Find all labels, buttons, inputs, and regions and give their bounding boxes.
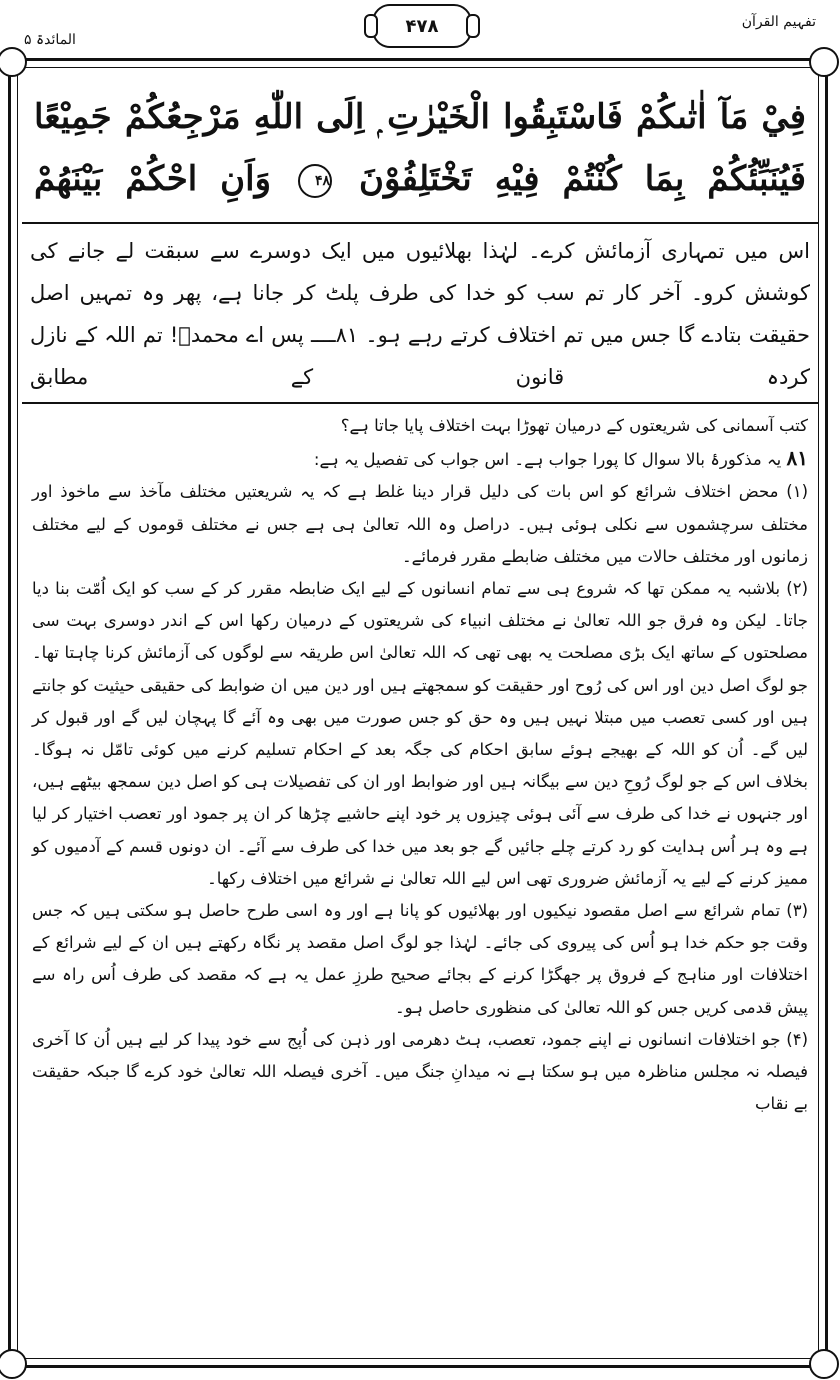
page-number-badge [372, 4, 472, 48]
translation: اس میں تمہاری آزمائش کرے۔ لہٰذا بھلائیوں میں ایک دوسرے سے سبقت لے جانے کی کوشش کرو۔ آخر کار تم سب کو خدا کی طرف پلٹ کر جانا ہے، پھر وہ تمہیں اصل حقیقت بتادے گا جس میں تم اختلاف کرتے رہے ہو۔ ۸۱ــــ پس اے محمدؐ! تم اللہ کے نازل کردہ قانون کے مطابق [30, 239, 810, 389]
verse-text: فِيْ مَآ اٰتٰىكُمْ فَاسْتَبِقُوا الْخَيْرٰتِ ۭ اِلَى اللّٰهِ مَرْجِعُكُمْ جَمِيْعًا فَيُنَبِّئُكُمْ بِمَا كُنْتُمْ فِيْهِ تَخْتَلِفُوْنَ [34, 97, 806, 199]
verse-number-marker: ۴۸ [298, 164, 332, 198]
book-title: تفہیم القرآن [741, 14, 816, 30]
page-content [22, 62, 818, 1362]
footnote-paragraph: (۳) تمام شرائع سے اصل مقصود نیکیوں اور بھلائیوں کو پانا ہے اور وہ اسی طرح حاصل ہو سکتی ہیں کہ جس وقت جو حکم خدا ہو اُس کی پیروی کی جائے۔ لہٰذا جو لوگ اصل مقصد پر نگاہ رکھتے ہیں ان کے لیے شرائع کے اختلافات اور مناہج کے فروق پر جھگڑا کرنے کے بجائے صحیح طرزِ عمل یہ ہے کہ مقصد کی طرف اُس راہ سے پیش قدمی کریں جس کو اللہ تعالیٰ کی منظوری حاصل ہو۔ [32, 901, 808, 1017]
surah-name: المائدۃ ۵ [24, 32, 76, 48]
page-header [0, 0, 840, 58]
verse-continuation: وَاَنِ احْكُمْ بَيْنَهُمْ [34, 159, 272, 199]
quran-verse [22, 62, 818, 218]
divider [22, 402, 818, 404]
footnote-number: ۸۱ [786, 446, 808, 471]
footnote-intro-line [32, 442, 808, 476]
footnote-paragraph: (۴) جو اختلافات انسانوں نے اپنے جمود، تعصب، ہٹ دھرمی اور ذہن کی اُپج سے خود پیدا کر لیے ہیں اُن کا آخری فیصلہ نہ مجلس مناظرہ میں ہو سکتا ہے نہ میدانِ جنگ میں۔ آخری فیصلہ اللہ تعالیٰ خود کرے گا جبکہ حقیقت بے نقاب [32, 1029, 808, 1114]
footnote-intro: یہ مذکورۂ بالا سوال کا پورا جواب ہے۔ اس جواب کی تفصیل یہ ہے: [313, 450, 782, 470]
footnote-paragraph: (۲) بلاشبہ یہ ممکن تھا کہ شروع ہی سے تمام انسانوں کے لیے ایک ضابطہ مقرر کر کے سب کو ایک اُمّت بنا دیا جاتا۔ لیکن وہ فرق جو اللہ تعالیٰ نے مختلف انبیاء کی شریعتوں کے درمیان رکھا اس کے اندر دوسری بہت سی مصلحتوں کے ساتھ ایک بڑی مصلحت یہ بھی تھی کہ اللہ تعالیٰ اس طریقہ سے لوگوں کی آزمائش کرنا چاہتا تھا۔ جو لوگ اصل دین اور اس کی رُوح اور حقیقت کو سمجھتے ہیں اور دین میں ان ضوابط کی حقیقی حیثیت کو جانتے ہیں اور کسی تعصب میں مبتلا نہیں ہیں وہ حق کو جس صورت میں بھی وہ آئے گا پہچان لیں گے اور قبول کر لیں گے۔ اُن کو اللہ کے بھیجے ہوئے سابق احکام کی جگہ بعد کے احکام تسلیم کرنے میں کوئی تامّل نہ ہوگا۔ بخلاف اس کے جو لوگ رُوحِ دین سے بیگانہ ہیں اور ضوابط اور ان کی تفصیلات ہی کو اصل دین سمجھ بیٹھے ہیں، اور جنہوں نے خدا کی طرف سے آئی ہوئی چیزوں پر خود اپنے حاشیے چڑھا کر ان پر جمود اور تعصب اختیار کر لیا ہے وہ ہر اُس ہدایت کو رد کرتے چلے جائیں گے جو بعد میں خدا کی طرف سے آئے۔ ان دونوں قسم کے آدمیوں کو ممیز کرنے کے لیے یہ آزمائش ضروری تھی اس لیے اللہ تعالیٰ نے شرائع میں اختلاف رکھا۔ [32, 579, 808, 888]
footnote-paragraph: (۱) محض اختلاف شرائع کو اس بات کی دلیل قرار دینا غلط ہے کہ یہ شریعتیں مختلف مآخذ سے ماخوذ اور مختلف سرچشموں سے نکلی ہوئی ہیں۔ دراصل وہ اللہ تعالیٰ ہی ہے جس نے مختلف قوموں کے لیے مختلف زمانوں اور مختلف حالات میں مختلف ضابطے مقرر فرمائے۔ [32, 482, 808, 566]
footnote [22, 410, 818, 1120]
footnote-header: کتب آسمانی کی شریعتوں کے درمیان تھوڑا بہت اختلاف پایا جاتا ہے؟ [340, 416, 808, 435]
page-number: ۴۷۸ [405, 15, 439, 37]
divider [22, 222, 818, 224]
